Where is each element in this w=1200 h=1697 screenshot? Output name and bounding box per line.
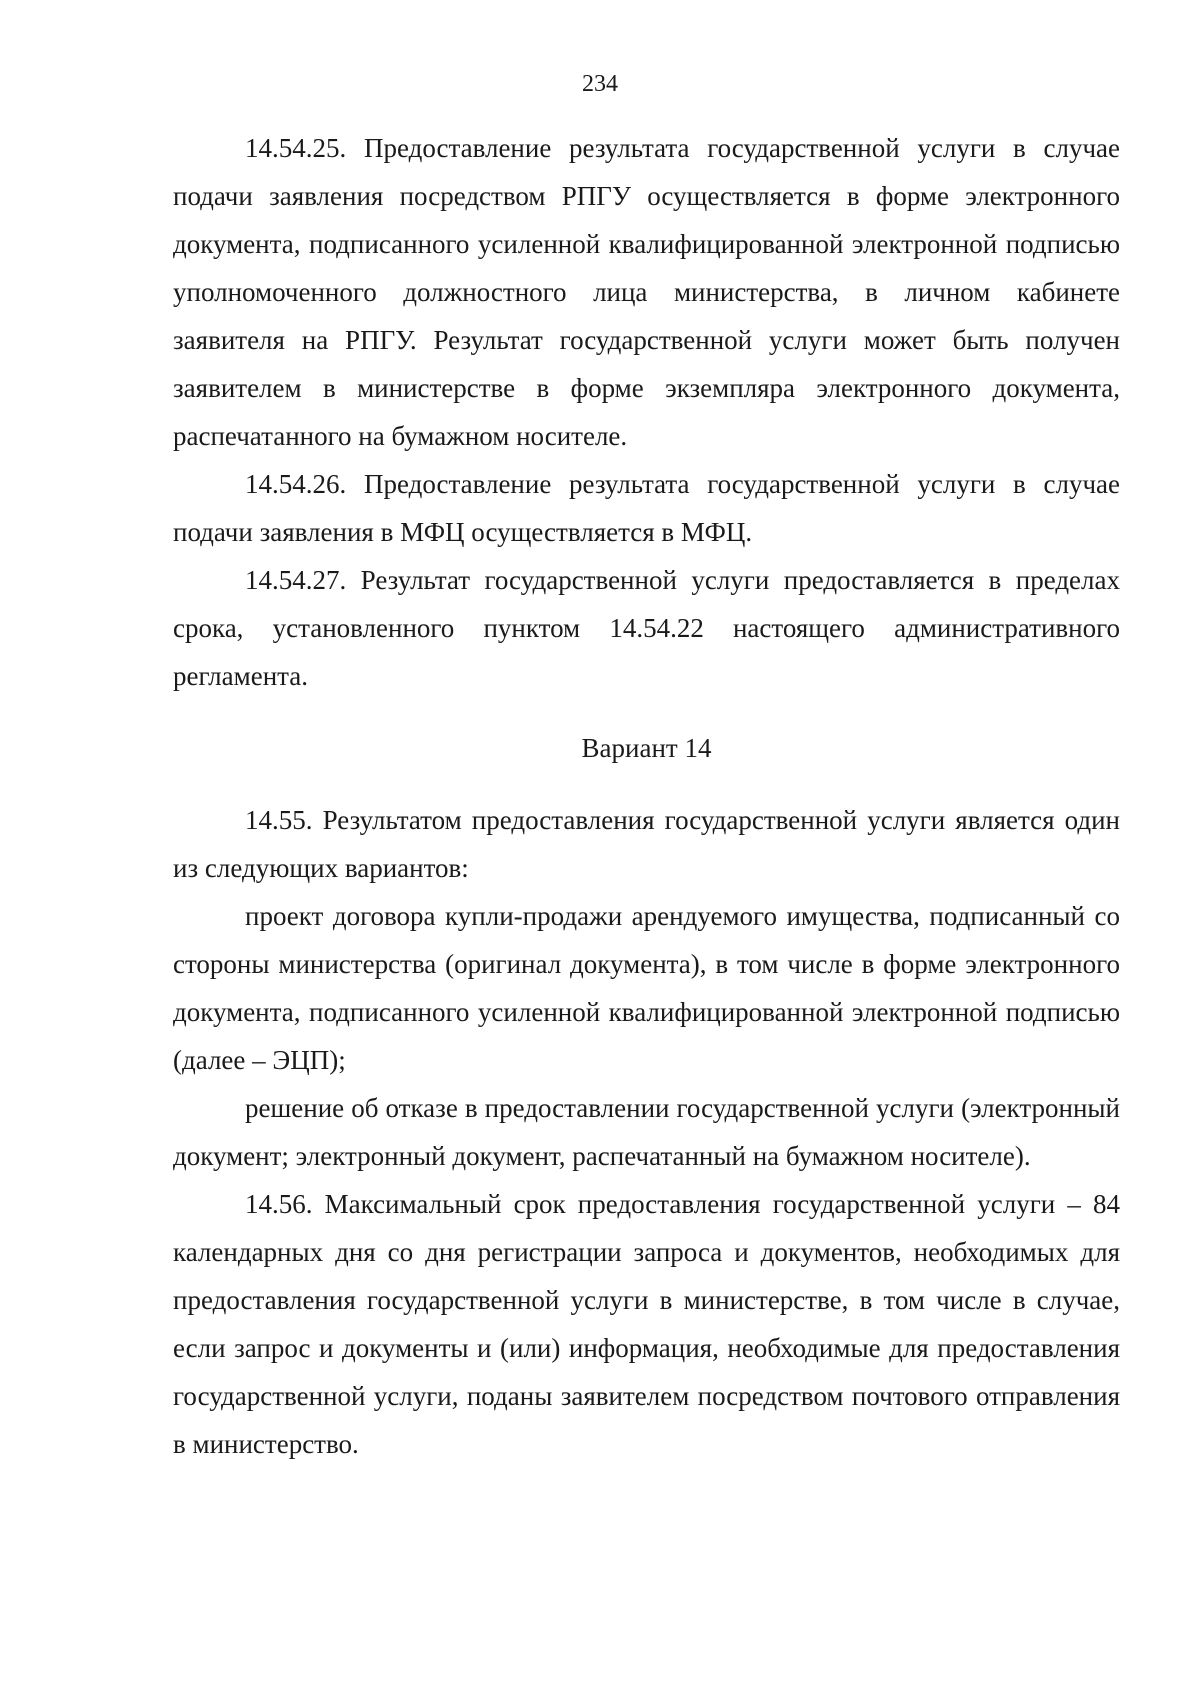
document-body <box>173 124 1120 1468</box>
page-number: 234 <box>582 71 618 97</box>
paragraph-option-contract: проект договора купли-продажи арендуемого имущества, подписанный со стороны министерства (оригинал документа), в том числе в форме электронного документа, подписанного усиленной квалифицированной электронной подписью (далее – ЭЦП); <box>173 901 1120 1075</box>
paragraph-14-54-25: 14.54.25. Предоставление результата государственной услуги в случае подачи заявления посредством РПГУ осуществляется в форме электронного документа, подписанного усиленной квалифицированной электронной подписью уполномоченного должностного лица министерства, в личном кабинете заявителя на РПГУ. Результат государственной услуги может быть получен заявителем в министерстве в форме экземпляра электронного документа, распечатанного на бумажном носителе. <box>173 133 1120 451</box>
paragraph-14-54-27: 14.54.27. Результат государственной услуги предоставляется в пределах срока, установленного пунктом 14.54.22 настоящего административного регламента. <box>173 565 1120 691</box>
section-heading: Вариант 14 <box>581 733 712 763</box>
paragraph-option-refusal: решение об отказе в предоставлении государственной услуги (электронный документ; электронный документ, распечатанный на бумажном носителе). <box>173 1093 1120 1171</box>
paragraph-14-56: 14.56. Максимальный срок предоставления государственной услуги – 84 календарных дня со дня регистрации запроса и документов, необходимых для предоставления государственной услуги в министерстве, в том числе в случае, если запрос и документы и (или) информация, необходимые для предоставления государственной услуги, поданы заявителем посредством почтового отправления в министерство. <box>173 1189 1120 1459</box>
paragraph-14-55: 14.55. Результатом предоставления государственной услуги является один из следующих вариантов: <box>173 805 1120 883</box>
paragraph-14-54-26: 14.54.26. Предоставление результата государственной услуги в случае подачи заявления в МФЦ осуществляется в МФЦ. <box>173 469 1120 547</box>
